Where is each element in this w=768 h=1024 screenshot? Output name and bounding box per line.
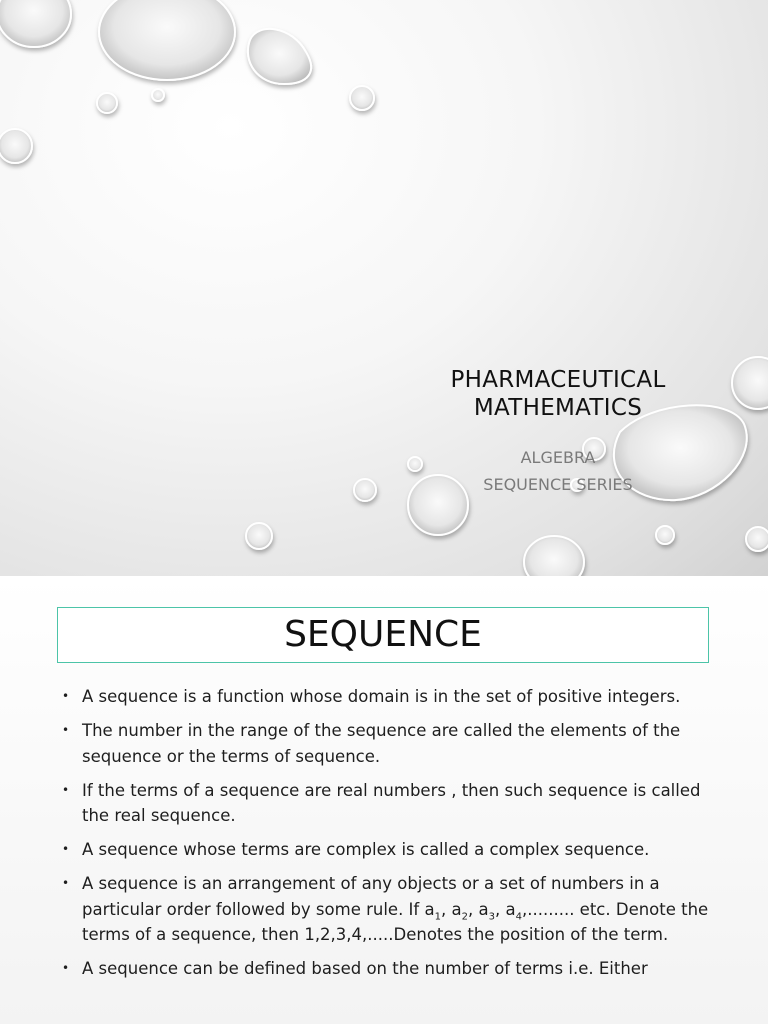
- bullet-text: A sequence whose terms are complex is called a complex sequence.: [82, 840, 650, 859]
- droplet: [99, 0, 235, 80]
- bullet-dot-icon: •: [62, 842, 70, 856]
- droplet: [0, 129, 32, 163]
- bullet-dot-icon: •: [62, 689, 70, 703]
- bullet-list: [62, 684, 712, 990]
- content-slide[interactable]: [0, 576, 768, 1024]
- bullet-text-prefix: A sequence is an arrangement of any objects or a set of numbers in a particular order followed by some rule. If: [82, 874, 660, 919]
- bullet-item: • A sequence is an arrangement of any objects or a set of numbers in a particular order followed by some rule. If $a_1$, $a_2$, $a_3$, $a_4$,......... etc. Denote the terms of a sequence, then 1,2,3,4,.....Denotes the position of the term.: [62, 871, 712, 948]
- droplet: [350, 86, 374, 110]
- bullet-dot-icon: •: [62, 723, 70, 737]
- sequence-term: $a_2$: [451, 899, 468, 922]
- slide-heading-box: [57, 607, 709, 663]
- bullet-item: [62, 956, 712, 982]
- bullet-dot-icon: •: [62, 876, 70, 890]
- droplet: [0, 0, 71, 47]
- sequence-term: $a_3$: [478, 899, 495, 922]
- droplet: [746, 527, 768, 551]
- droplet: [246, 523, 272, 549]
- slide-heading: SEQUENCE: [284, 614, 482, 655]
- droplet: [97, 93, 117, 113]
- droplet: [248, 29, 311, 84]
- bullet-text: A sequence is a function whose domain is in the set of positive integers.: [82, 687, 681, 706]
- subtitle-line-sequence-series: SEQUENCE SERIES: [483, 475, 633, 494]
- bullet-text: If the terms of a sequence are real numbers , then such sequence is called the real sequence.: [82, 780, 701, 825]
- sequence-term: $a_1$: [424, 899, 441, 922]
- subtitle-line-algebra: ALGEBRA: [520, 448, 596, 467]
- presentation-title: PHARMACEUTICAL MATHEMATICS: [450, 367, 666, 421]
- bullet-text-suffix: ,......... etc. Denote the terms of a sequence, then 1,2,3,4,.....Denotes the position of the term.: [82, 899, 709, 944]
- sequence-term: $a_4$: [505, 899, 522, 922]
- droplet: [354, 479, 376, 501]
- bullet-dot-icon: •: [62, 961, 70, 975]
- title-block: [380, 366, 736, 498]
- bullet-text: The number in the range of the sequence are called the elements of the sequence or the terms of sequence.: [82, 721, 681, 766]
- droplet: [152, 89, 164, 101]
- droplet: [732, 357, 768, 409]
- droplet: [524, 536, 584, 576]
- bullet-item: [62, 718, 712, 769]
- bullet-dot-icon: •: [62, 782, 70, 797]
- bullet-item: [62, 684, 712, 710]
- bullet-item: [62, 837, 712, 863]
- presentation-subtitle: [380, 444, 736, 498]
- droplet: [656, 526, 674, 544]
- bullet-item: [62, 778, 712, 829]
- bullet-text: A sequence can be defined based on the number of terms i.e. Either: [82, 959, 648, 978]
